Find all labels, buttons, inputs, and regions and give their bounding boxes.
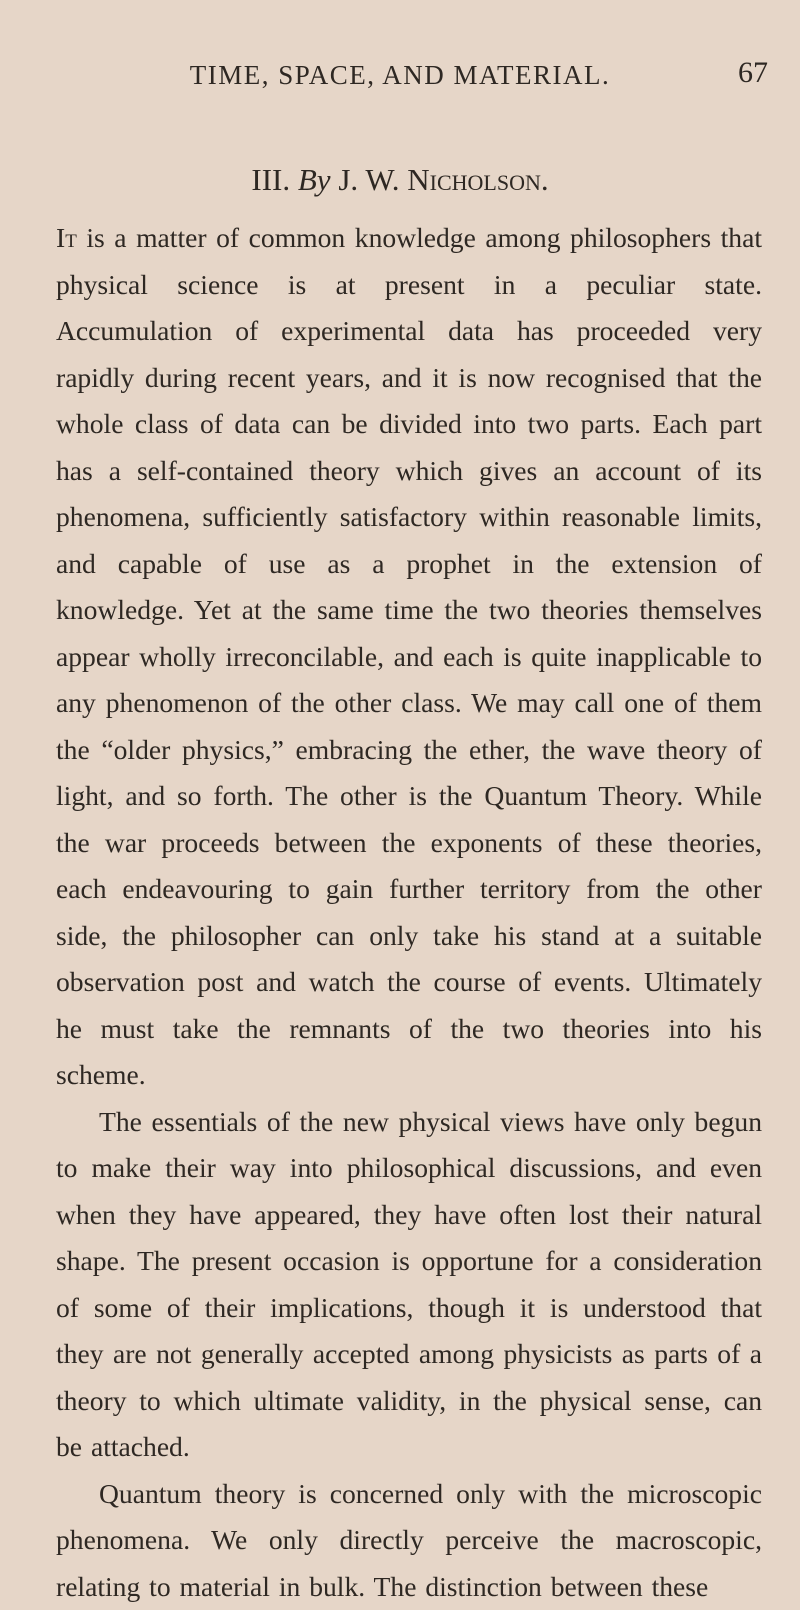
running-title: TIME, SPACE, AND MATERIAL.	[0, 60, 800, 91]
paragraph-lead-word: It	[56, 222, 77, 253]
body-text	[56, 215, 762, 1610]
section-numeral: III.	[251, 162, 290, 197]
paragraph-2: The essentials of the new physical views have only begun to make their way into philosophical discussions, and even when they have appeared, they have often lost their natural shape. The present occasion is opportune for a consideration of some of their implications, though it is understood that they are not generally accepted among physicists as parts of a theory to which ultimate validity, in the physical sense, can be attached.	[56, 1099, 762, 1471]
running-head	[0, 56, 800, 96]
paragraph-3: Quantum theory is concerned only with the microscopic phenomena. We only directly perceive the macroscopic, relating to material in bulk. The distinction between these	[56, 1471, 762, 1610]
section-heading	[0, 162, 800, 198]
section-author: J. W. Nicholson.	[338, 162, 548, 197]
section-by: By	[298, 162, 331, 197]
page-number: 67	[738, 56, 768, 90]
paragraph-1	[56, 215, 762, 1099]
paragraph-1-text: is a matter of common knowledge among philosophers that physical science is at present in a peculiar state. Accumulation of experimental data has proceeded very rapidly during recent years, and it is now recognised that the whole class of data can be divided into two parts. Each part has a self-contained theory which gives an account of its phenomena, sufficiently satisfactory within reasonable limits, and capable of use as a prophet in the extension of knowledge. Yet at the same time the two theories themselves appear wholly irreconcilable, and each is quite inapplicable to any phenomenon of the other class. We may call one of them the “older physics,” embracing the ether, the wave theory of light, and so forth. The other is the Quantum Theory. While the war proceeds between the exponents of these theories, each endeavouring to gain further territory from the other side, the philosopher can only take his stand at a suitable observation post and watch the course of events. Ultimately he must take the remnants of the two theories into his scheme.	[56, 222, 762, 1090]
